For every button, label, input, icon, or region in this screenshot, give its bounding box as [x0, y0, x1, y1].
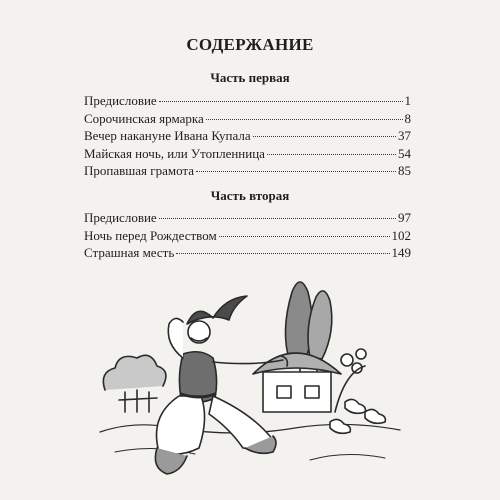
toc-entry-title: Вечер накануне Ивана Купала: [84, 128, 251, 143]
toc-entry-title: Ночь перед Рождеством: [84, 227, 217, 243]
toc-entry-title: Сорочинская ярмарка: [84, 110, 204, 126]
toc-entry[interactable]: [84, 227, 411, 245]
toc-entry-title: Страшная месть: [84, 245, 175, 260]
part-one-heading: Часть первая: [210, 70, 290, 85]
toc-entry[interactable]: [84, 110, 411, 128]
dot-leader: [253, 136, 396, 137]
toc-entry-page: 37: [398, 128, 411, 143]
toc-entry-page: 54: [398, 145, 411, 161]
toc-entry-page: 97: [398, 210, 411, 225]
toc-entry-page: 149: [391, 245, 411, 260]
dot-leader: [267, 154, 396, 155]
toc-entry[interactable]: [84, 92, 411, 110]
dancing-cossack-illustration: [95, 262, 405, 492]
toc-entry[interactable]: [84, 162, 411, 180]
toc-entry[interactable]: [84, 145, 411, 163]
page-title: СОДЕРЖАНИЕ: [186, 35, 314, 54]
dot-leader: [176, 253, 389, 254]
toc-entry-page: 85: [398, 163, 411, 178]
toc-entry-title: Предисловие: [84, 93, 157, 108]
dot-leader: [206, 119, 403, 120]
dot-leader: [159, 218, 396, 219]
toc-part-two: [84, 209, 411, 262]
toc-entry-title: Предисловие: [84, 210, 157, 225]
dot-leader: [196, 171, 396, 172]
toc-entry[interactable]: [84, 244, 411, 262]
part-two-heading: Часть вторая: [210, 188, 290, 203]
toc-entry-page: 102: [391, 227, 411, 243]
dot-leader: [219, 236, 390, 237]
toc-entry-title: Пропавшая грамота: [84, 163, 195, 178]
toc-entry-page: 1: [404, 93, 411, 108]
toc-part-one: [84, 92, 411, 180]
toc-entry[interactable]: [84, 127, 411, 145]
toc-entry-title: Майская ночь, или Утопленница: [84, 145, 265, 161]
toc-entry[interactable]: [84, 209, 411, 227]
dot-leader: [159, 101, 403, 102]
toc-entry-page: 8: [404, 110, 411, 126]
